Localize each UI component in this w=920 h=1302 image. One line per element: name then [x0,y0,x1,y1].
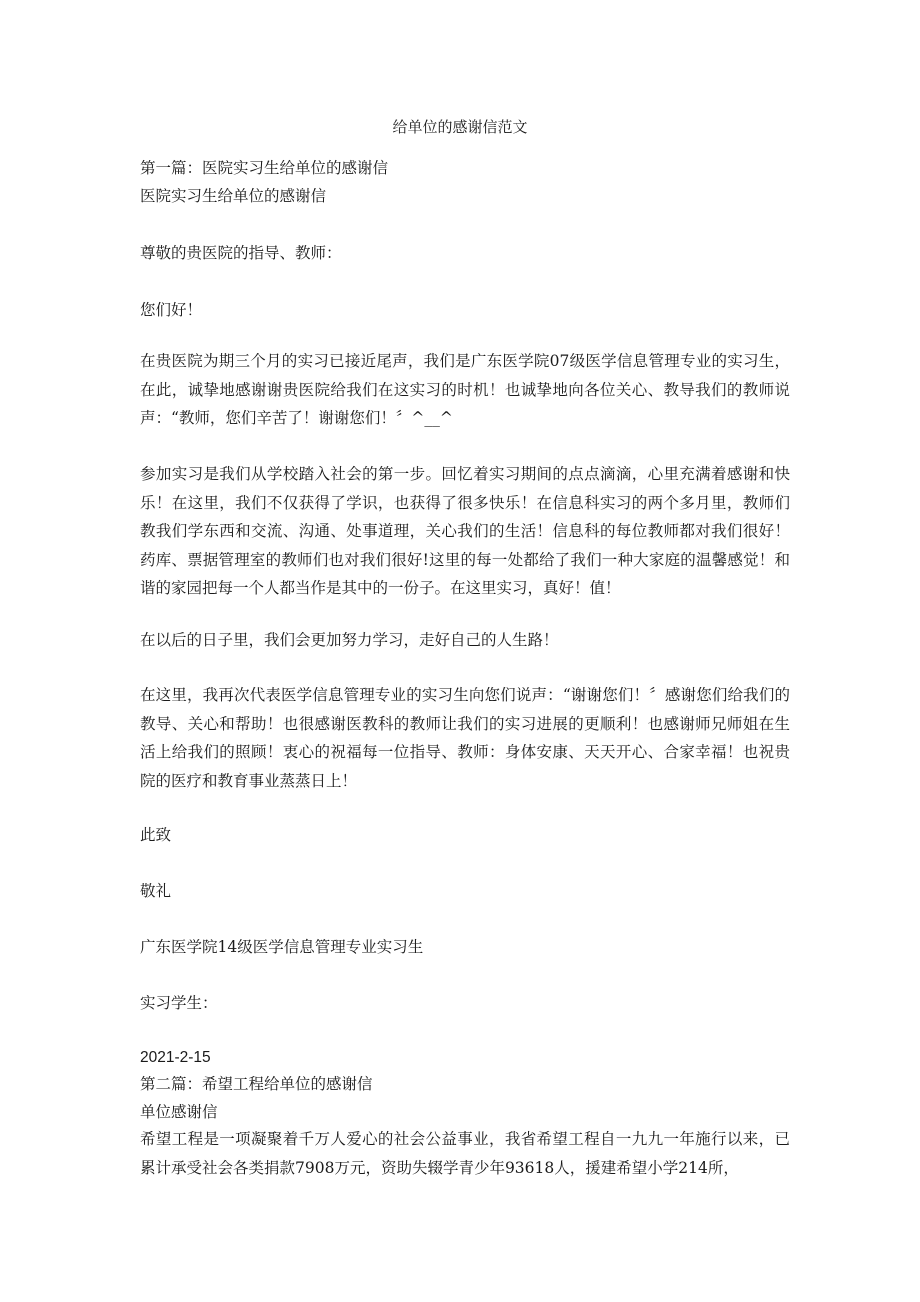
salutation: 尊敬的贵医院的指导、教师： [140,244,342,262]
closing-jing-li: 敬礼 [140,882,172,900]
section-1-subheading: 医院实习生给单位的感谢信 [140,187,327,205]
section-2-heading: 第二篇：希望工程给单位的感谢信 [140,1075,373,1093]
date: 2021-2-15 [140,1049,211,1066]
paragraph-1: 在贵医院为期三个月的实习已接近尾声，我们是广东医学院07级医学信息管理专业的实习生，在此，诚挚地感谢谢贵医院给我们在这实习的时机！也诚挚地向各位关心、教导我们的教师说声：“教师，您们辛苦了！谢谢您们！〞^__^ [140,352,790,427]
paragraph-3: 在以后的日子里，我们会更加努力学习，走好自己的人生路！ [140,631,559,649]
section-1-heading: 第一篇：医院实习生给单位的感谢信 [140,159,389,177]
paragraph-2: 参加实习是我们从学校踏入社会的第一步。回忆着实习期间的点点滴滴，心里充满着感谢和快乐！在这里，我们不仅获得了学识，也获得了很多快乐！在信息科实习的两个多月里，教师们教我们学东西和交流、沟通、处事道理，关心我们的生活！信息科的每位教师都对我们很好！药库、票据管理室的教师们也对我们很好!这里的每一处都给了我们一种大家庭的温馨感觉！和谐的家园把每一个人都当作是其中的一份子。在这里实习，真好！值！ [140,465,790,597]
greeting: 您们好！ [140,301,203,319]
section-2-paragraph-1: 希望工程是一项凝聚着千万人爱心的社会公益事业，我省希望工程自一九九一年施行以来，已累计承受社会各类捐款7908万元，资助失辍学青少年93618人，援建希望小学214所， [140,1130,790,1177]
section-2-subheading: 单位感谢信 [140,1103,218,1121]
paragraph-4: 在这里，我再次代表医学信息管理专业的实习生向您们说声：“谢谢您们！〞感谢您们给我们的教导、关心和帮助！也很感谢医教科的教师让我们的实习进展的更顺利！也感谢师兄师姐在生活上给我们的照顾！衷心的祝福每一位指导、教师：身体安康、天天开心、合家幸福！也祝贵院的医疗和教育事业蒸蒸日上！ [140,686,790,790]
signature: 广东医学院14级医学信息管理专业实习生 [140,938,424,956]
closing-ci-zhi: 此致 [140,826,172,844]
student-label: 实习学生： [140,994,218,1012]
document-title: 给单位的感谢信范文 [392,118,528,136]
